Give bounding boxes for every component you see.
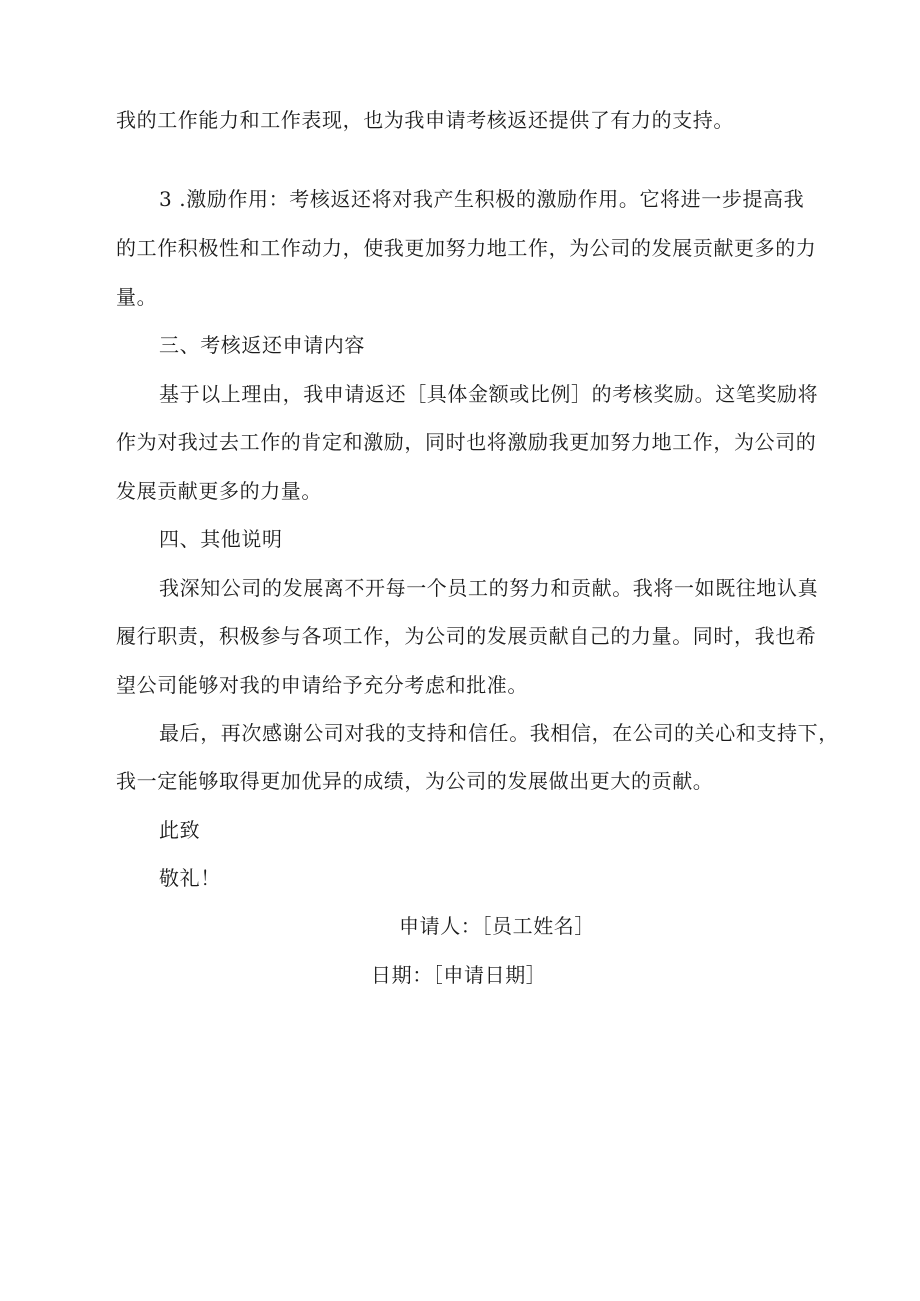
paragraph-4-line-2: 履行职责，积极参与各项工作，为公司的发展贡献自己的力量。同时，我也希 bbox=[116, 624, 817, 648]
paragraph-4-line-1: 我深知公司的发展离不开每一个员工的努力和贡献。我将一如既往地认真 bbox=[159, 576, 819, 600]
section-heading-4: 四、其他说明 bbox=[159, 527, 283, 551]
section-heading-3: 三、考核返还申请内容 bbox=[159, 333, 365, 357]
paragraph-2-line-1: 3 .激励作用：考核返还将对我产生积极的激励作用。它将进一步提高我 bbox=[159, 187, 805, 211]
paragraph-3-line-3: 发展贡献更多的力量。 bbox=[116, 479, 322, 503]
paragraph-3-line-1: 基于以上理由，我申请返还［具体金额或比例］的考核奖励。这笔奖励将 bbox=[159, 382, 819, 406]
paragraph-2-line-3: 量。 bbox=[116, 285, 158, 309]
paragraph-5-line-1: 最后，再次感谢公司对我的支持和信任。我相信，在公司的关心和支持下， bbox=[159, 721, 839, 745]
paragraph-4-line-3: 望公司能够对我的申请给予充分考虑和批准。 bbox=[116, 673, 528, 697]
paragraph-5-line-2: 我一定能够取得更加优异的成绩，为公司的发展做出更大的贡献。 bbox=[116, 769, 714, 793]
closing-salutation: 此致 bbox=[159, 818, 201, 842]
paragraph-3-line-2: 作为对我过去工作的肯定和激励，同时也将激励我更加努力地工作，为公司的 bbox=[116, 430, 817, 454]
applicant-signature: 申请人：［员工姓名］ bbox=[399, 914, 595, 938]
closing-respect: 敬礼！ bbox=[159, 866, 221, 890]
paragraph-1-line-1: 我的工作能力和工作表现，也为我申请考核返还提供了有力的支持。 bbox=[116, 108, 734, 132]
paragraph-2-line-2: 的工作积极性和工作动力，使我更加努力地工作，为公司的发展贡献更多的力 bbox=[116, 236, 817, 260]
application-date: 日期：［申请日期］ bbox=[371, 963, 547, 987]
